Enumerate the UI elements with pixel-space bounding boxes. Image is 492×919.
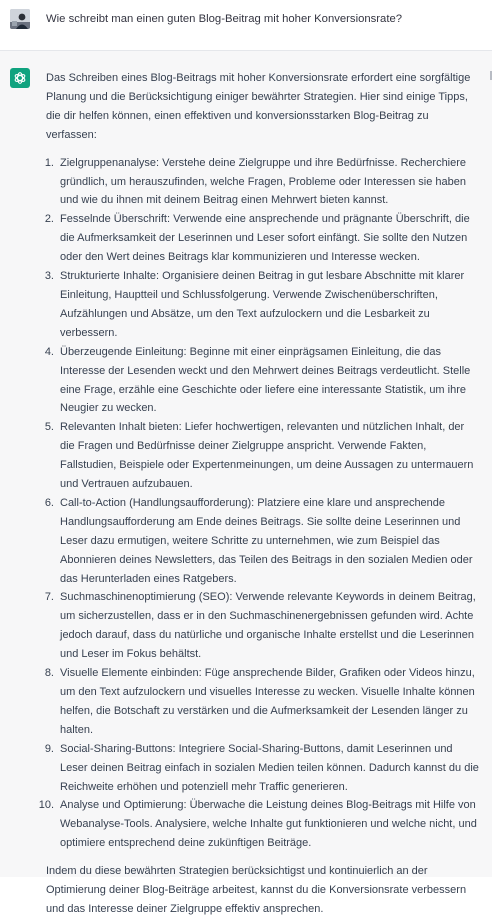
list-item xyxy=(46,154,480,211)
assistant-avatar xyxy=(10,68,30,88)
list-item-text: Fesselnde Überschrift: Verwende eine ansprechende und prägnante Überschrift, die die Aufmerksamkeit der Leserinnen und Leser sofort einfängt. Sie sollte den Nutzen oder den Wert deines Beitrags klar kommunizieren und Interesse wecken. xyxy=(60,213,470,264)
list-item-text: Überzeugende Einleitung: Beginne mit einer einprägsamen Einleitung, die das Interesse der Lesenden weckt und den Mehrwert deines Beitrags verdeutlicht. Stelle eine Frage, erzähle eine Geschichte oder liefere eine interessante Statistik, um ihre Neugier zu wecken. xyxy=(60,345,471,415)
list-item-text: Strukturierte Inhalte: Organisiere deinen Beitrag in gut lesbare Abschnitte mit klarer Einleitung, Hauptteil und Schlussfolgerung. Verwende Zwischenüberschriften, Aufzählungen und Absätze, um den Text aufzulockern und die Lesbarkeit zu verbessern. xyxy=(60,270,465,339)
list-item-text: Zielgruppenanalyse: Verstehe deine Zielgruppe und ihre Bedürfnisse. Recherchiere gründlich, um herauszufinden, welche Fragen, Probleme oder Interessen sie haben und wie du ihnen mit deinem Beitrag einen Mehrwert bieten kannst. xyxy=(60,156,467,207)
list-item-text: Visuelle Elemente einbinden: Füge ansprechende Bilder, Grafiken oder Videos hinzu, um den Text aufzulockern und visuelles Interesse zu wecken. Visuelle Inhalte können helfen, die Botschaft zu verstärken und die Aufmerksamkeit der Lesenden länger zu halten. xyxy=(60,667,475,736)
assistant-outro-paragraph: Indem du diese bewährten Strategien berücksichtigst und kontinuierlich an der Optimierung deiner Blog-Beiträge arbeitest, kannst du die Konversionsrate verbessern und das Interesse deiner Zielgruppe effektiv ansprechen. xyxy=(46,865,467,915)
assistant-intro-paragraph: Das Schreiben eines Blog-Beitrags mit hoher Konversionsrate erfordert eine sorgfältige Planung und die Berücksichtigung einiger bewährter Strategien. Hier sind einige Tipps, die dir helfen können, einen effektiven und konversionsstarken Blog-Beitrag zu verfassen: xyxy=(46,72,471,141)
list-item-number: 9. xyxy=(44,742,54,755)
list-item-number: 6. xyxy=(44,496,54,509)
list-item-text: Suchmaschinenoptimierung (SEO): Verwende relevante Keywords in deinem Beitrag, um sicherzustellen, dass er in den Suchmaschinenergebnissen gefunden wird. Achte jedoch darauf, dass du natürliche und organische Inhalte erstellst und die Leserinnen und Leser im Fokus behältst. xyxy=(60,591,476,661)
list-item-number: 5. xyxy=(44,421,54,434)
user-message-text: Wie schreibt man einen guten Blog-Beitrag mit hoher Konversionsrate? xyxy=(46,13,403,25)
list-item-number: 4. xyxy=(44,345,54,358)
list-item xyxy=(46,588,480,664)
user-message-row xyxy=(0,0,492,51)
list-item-text: Social-Sharing-Buttons: Integriere Social-Sharing-Buttons, damit Leserinnen und Leser deinen Beitrag einfach in sozialen Medien teilen können. Dadurch kannst du die Reichweite erhöhen und potenziell mehr Traffic generieren. xyxy=(60,742,479,793)
user-avatar xyxy=(10,9,30,29)
list-item-number: 3. xyxy=(44,270,54,283)
list-item xyxy=(46,418,480,494)
list-item xyxy=(46,267,480,343)
list-item xyxy=(46,210,480,267)
assistant-message-row xyxy=(0,51,492,915)
list-item-text: Call-to-Action (Handlungsaufforderung): Platziere eine klare und ansprechende Handlungsaufforderung am Ende deines Beitrags. Sie sollte deine Leserinnen und Leser dazu ermutigen, weitere Schritte zu unternehmen, wie zum Beispiel das Abonnieren deines Newsletters, das Teilen des Beitrags in den sozialen Medien oder das Herunterladen eines Ratgebers. xyxy=(60,496,473,585)
list-item xyxy=(38,796,480,853)
list-item xyxy=(46,664,480,740)
list-item xyxy=(46,494,480,589)
list-item-number: 7. xyxy=(44,591,54,604)
assistant-message-content xyxy=(38,69,480,919)
tips-list xyxy=(38,154,480,854)
list-item xyxy=(46,740,480,797)
list-item-text: Relevanten Inhalt bieten: Liefer hochwertigen, relevanten und nützlichen Inhalt, der die Fragen und Bedürfnisse deiner Zielgruppe anspricht. Verwende Fakten, Fallstudien, Beispiele oder Expertenmeinungen, um deine Aussagen zu untermauern und Vertrauen aufzubauen. xyxy=(60,421,474,491)
list-item-text: Analyse und Optimierung: Überwache die Leistung deines Blog-Beitrags mit Hilfe von Webanalyse-Tools. Analysiere, welche Inhalte gut funktionieren und welche nicht, und optimiere entsprechend deine zukünftigen Beiträge. xyxy=(60,799,477,850)
user-avatar-photo-icon xyxy=(10,9,30,29)
list-item-number: 2. xyxy=(44,213,54,226)
openai-logo-icon xyxy=(13,71,27,85)
list-item-number: 10. xyxy=(38,799,54,812)
list-item-number: 1. xyxy=(44,156,54,169)
list-item-number: 8. xyxy=(44,667,54,680)
list-item xyxy=(46,343,480,419)
